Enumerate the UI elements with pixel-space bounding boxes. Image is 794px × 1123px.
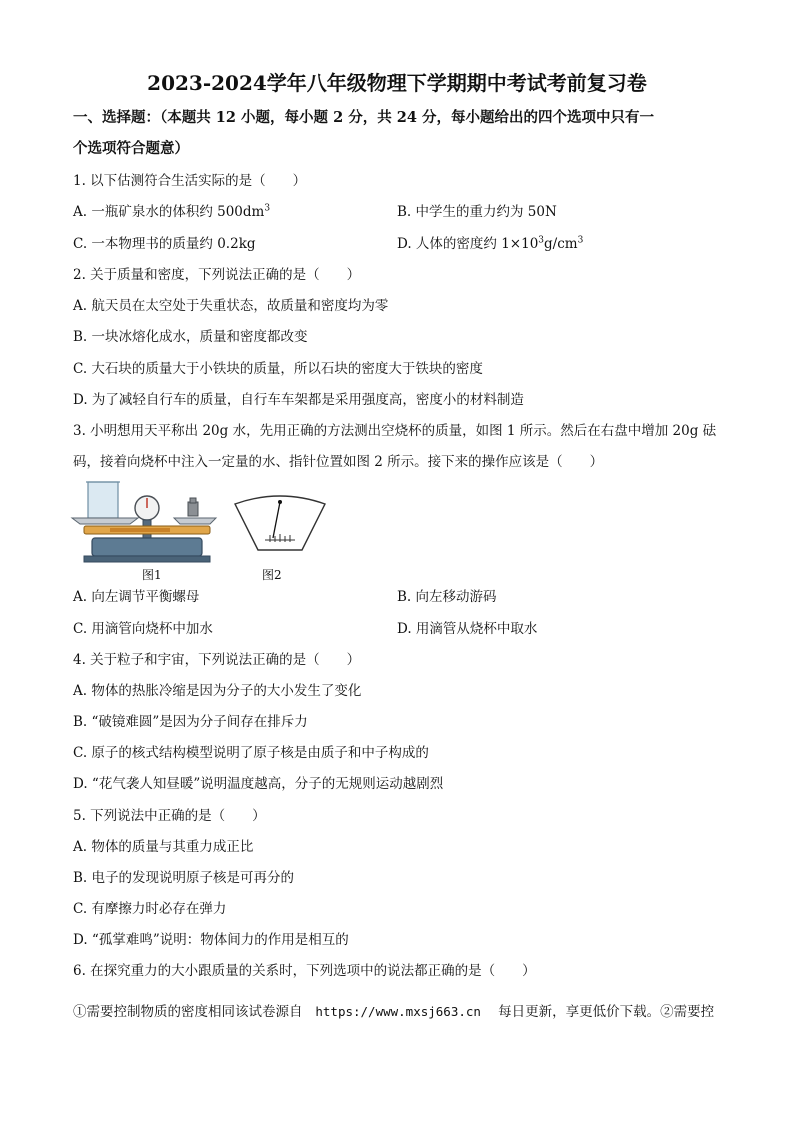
q1-option-b: B. 中学生的重力约为 50N (397, 204, 557, 220)
balance-figure (70, 480, 330, 585)
source-link[interactable]: https://www.mxsj663.cn (315, 1004, 481, 1019)
section-heading: 一、选择题：（本题共 12 小题，每小题 2 分，共 24 分，每小题给出的四个选项中只有一 (73, 109, 654, 126)
q5-option-c: C. 有摩擦力时必存在弹力 (73, 901, 227, 917)
footer-text-pre: ①需要控制物质的密度相同该试卷源自 (73, 1004, 303, 1020)
page-title: 2023-2024学年八年级物理下学期期中考试考前复习卷 (147, 71, 647, 95)
question-6-stem: 6. 在探究重力的大小跟质量的关系时，下列选项中的说法都正确的是（ ） (73, 963, 536, 979)
q1-option-d: D. 人体的密度约 $1\times 10^3g/cm^3$ (397, 235, 584, 252)
q1-option-c: C. 一本物理书的质量约 0.2kg (73, 236, 256, 252)
figure-2-caption: 图2 (262, 568, 282, 582)
footer-line (73, 1000, 714, 1020)
q4-option-c: C. 原子的核式结构模型说明了原子核是由质子和中子构成的 (73, 745, 429, 761)
q5-option-a: A. 物体的质量与其重力成正比 (73, 839, 254, 855)
question-3-stem: 3. 小明想用天平称出 20g 水，先用正确的方法测出空烧杯的质量，如图 1 所示。然后在右盘中增加 20g 砝 (73, 423, 717, 439)
q1-option-a: A. 一瓶矿泉水的体积约 $500dm^3$ (73, 203, 271, 220)
question-4-stem: 4. 关于粒子和宇宙，下列说法正确的是（ ） (73, 652, 361, 668)
q3-option-b: B. 向左移动游码 (397, 589, 497, 605)
q2-option-d: D. 为了减轻自行车的质量，自行车车架都是采用强度高，密度小的材料制造 (73, 392, 524, 408)
footer-text-post: 每日更新，享更低价下载。②需要控 (498, 1004, 715, 1020)
question-5-stem: 5. 下列说法中正确的是（ ） (73, 808, 266, 824)
figure-1-caption: 图1 (142, 568, 162, 582)
q2-option-a: A. 航天员在太空处于失重状态，故质量和密度均为零 (73, 298, 389, 314)
section-heading-cont: 个选项符合题意） (73, 140, 189, 157)
q4-option-b: B. “破镜难圆”是因为分子间存在排斥力 (73, 714, 308, 730)
q4-option-d: D. “花气袭人知昼暖”说明温度越高，分子的无规则运动越剧烈 (73, 776, 444, 792)
balance-scale-illustration (70, 480, 330, 585)
question-2-stem: 2. 关于质量和密度，下列说法正确的是（ ） (73, 267, 361, 283)
q3-option-c: C. 用滴管向烧杯中加水 (73, 621, 213, 637)
q5-option-b: B. 电子的发现说明原子核是可再分的 (73, 870, 295, 886)
q4-option-a: A. 物体的热胀冷缩是因为分子的大小发生了变化 (73, 683, 362, 699)
question-1-stem: 1. 以下估测符合生活实际的是（ ） (73, 173, 307, 189)
q5-option-d: D. “孤掌难鸣”说明：物体间力的作用是相互的 (73, 932, 349, 948)
question-3-stem-cont: 码，接着向烧杯中注入一定量的水、指针位置如图 2 所示。接下来的操作应该是（ ） (73, 454, 604, 470)
q2-option-c: C. 大石块的质量大于小铁块的质量，所以石块的密度大于铁块的密度 (73, 361, 483, 377)
q3-option-d: D. 用滴管从烧杯中取水 (397, 621, 538, 637)
q2-option-b: B. 一块冰熔化成水，质量和密度都改变 (73, 329, 308, 345)
q3-option-a: A. 向左调节平衡螺母 (73, 589, 200, 605)
